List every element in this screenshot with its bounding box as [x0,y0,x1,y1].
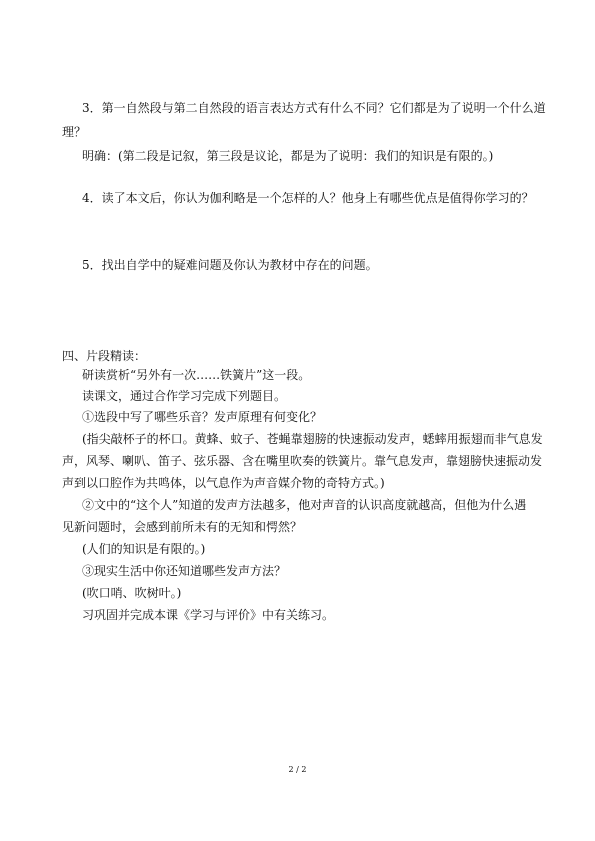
practice-instruction: 习巩固并完成本课《学习与评价》中有关练习。 [82,608,335,622]
subquestion-2-line-1: ②文中的“这个人”知道的发声方法越多，他对声音的认识高度就越高，但他为什么遇 [82,498,527,512]
subquestion-3: ③现实生活中你还知道哪些发声方法？ [82,564,287,578]
page-number: 2 / 2 [288,765,307,774]
answer-1-line-2: 声，风琴、喇叭、笛子、弦乐器、含在嘴里吹奏的铁簧片。靠气息发声，靠翅膀快速振动发 [62,454,543,468]
question-3-line-1: 3．第一自然段与第二自然段的语言表达方式有什么不同？它们都是为了说明一个什么道 [82,101,546,115]
question-4: 4．读了本文后，你认为伽利略是一个怎样的人？他身上有哪些优点是值得你学习的？ [82,191,534,205]
question-3-line-2: 理？ [62,125,87,139]
section-4-heading: 四、片段精读： [62,349,147,363]
answer-3-section-4: (吹口哨、吹树叶。) [82,586,182,600]
section-4-intro: 研读赏析“另外有一次……铁簧片”这一段。 [82,368,311,382]
question-5: 5．找出自学中的疑难问题及你认为教材中存在的问题。 [82,258,378,272]
subquestion-1: ①选段中写了哪些乐音？发声原理有何变化？ [82,410,323,424]
section-4-instruction: 读课文，通过合作学习完成下列题目。 [82,389,287,403]
subquestion-2-line-2: 见新问题时，会感到前所未有的无知和愕然？ [62,520,303,534]
answer-1-line-3: 声到以口腔作为共鸣体，以气息作为声音媒介物的奇特方式。) [62,476,385,490]
answer-2: (人们的知识是有限的。) [82,542,206,556]
answer-1-line-1: (指尖敲杯子的杯口。黄蜂、蚊子、苍蝇靠翅膀的快速振动发声，蟋蟀用振翅而非气息发 [82,432,543,446]
answer-3: 明确：(第二段是记叙，第三段是议论，都是为了说明：我们的知识是有限的。) [82,149,494,163]
